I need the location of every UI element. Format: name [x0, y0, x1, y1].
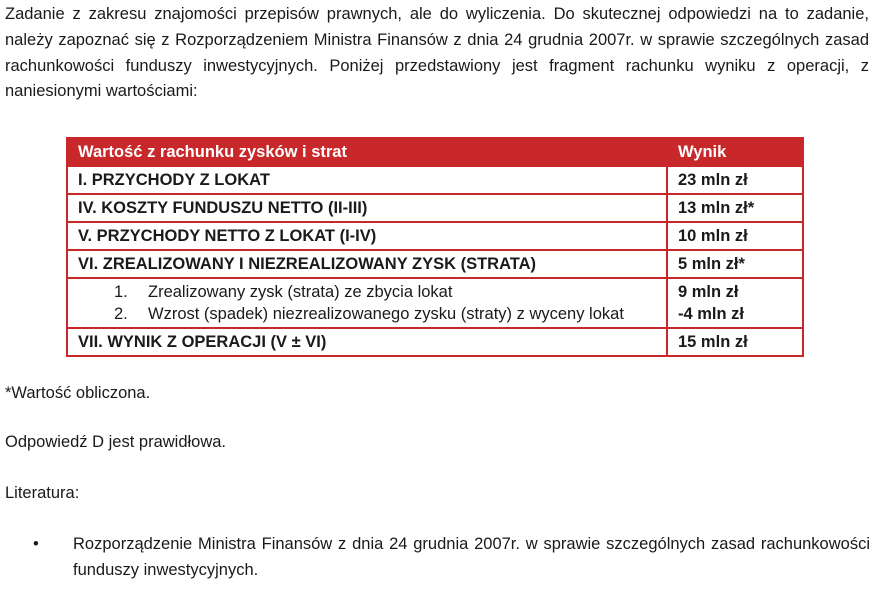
bullet-icon: • [33, 535, 39, 553]
header-label: Wartość z rachunku zysków i strat [67, 138, 667, 166]
table-header-row [67, 138, 803, 166]
subitems-cell [67, 278, 667, 328]
row-value: 23 mln zł [667, 166, 803, 194]
literature-list-item [30, 532, 870, 584]
literature-text: Rozporządzenie Ministra Finansów z dnia 24 grudnia 2007r. w sprawie szczególnych zasad rachunkowości funduszy inwestycyjnych. [73, 535, 870, 579]
subitem [78, 303, 656, 325]
table-row [67, 166, 803, 194]
footnote: *Wartość obliczona. [5, 384, 151, 402]
subitem-value: -4 mln zł [678, 305, 745, 323]
subitem-label: Zrealizowany zysk (strata) ze zbycia lokat [148, 283, 453, 301]
header-value: Wynik [667, 138, 803, 166]
row-label: VI. ZREALIZOWANY I NIEZREALIZOWANY ZYSK (STRATA) [67, 250, 667, 278]
row-label: IV. KOSZTY FUNDUSZU NETTO (II-III) [67, 194, 667, 222]
subitem-label: Wzrost (spadek) niezrealizowanego zysku (straty) z wyceny lokat [148, 305, 624, 323]
intro-paragraph: Zadanie z zakresu znajomości przepisów prawnych, ale do wyliczenia. Do skutecznej odpowiedzi na to zadanie, należy zapoznać się z Rozporządzeniem Ministra Finansów z dnia 24 grudnia 2007r. w sprawie szczególnych zasad rachunkowości funduszy inwestycyjnych. Poniżej przedstawiony jest fragment rachunku wyniku z operacji, z naniesionymi wartościami: [5, 5, 869, 101]
row-label: I. PRZYCHODY Z LOKAT [67, 166, 667, 194]
row-value: 5 mln zł* [667, 250, 803, 278]
row-value: 10 mln zł [667, 222, 803, 250]
subitems-values-cell [667, 278, 803, 328]
final-value: 15 mln zł [667, 328, 803, 356]
table-row [67, 250, 803, 278]
table-subitems-row [67, 278, 803, 328]
row-value: 13 mln zł* [667, 194, 803, 222]
row-label: V. PRZYCHODY NETTO Z LOKAT (I-IV) [67, 222, 667, 250]
result-table [66, 137, 804, 357]
literature-heading: Literatura: [5, 484, 80, 502]
table-row-final [67, 328, 803, 356]
table-row [67, 194, 803, 222]
final-label: VII. WYNIK Z OPERACJI (V ± VI) [67, 328, 667, 356]
answer-text: Odpowiedź D jest prawidłowa. [5, 433, 227, 451]
subitem [78, 281, 656, 303]
subitem-value: 9 mln zł [678, 283, 739, 301]
subitem-number: 2. [114, 305, 128, 323]
table-row [67, 222, 803, 250]
subitem-number: 1. [114, 283, 128, 301]
